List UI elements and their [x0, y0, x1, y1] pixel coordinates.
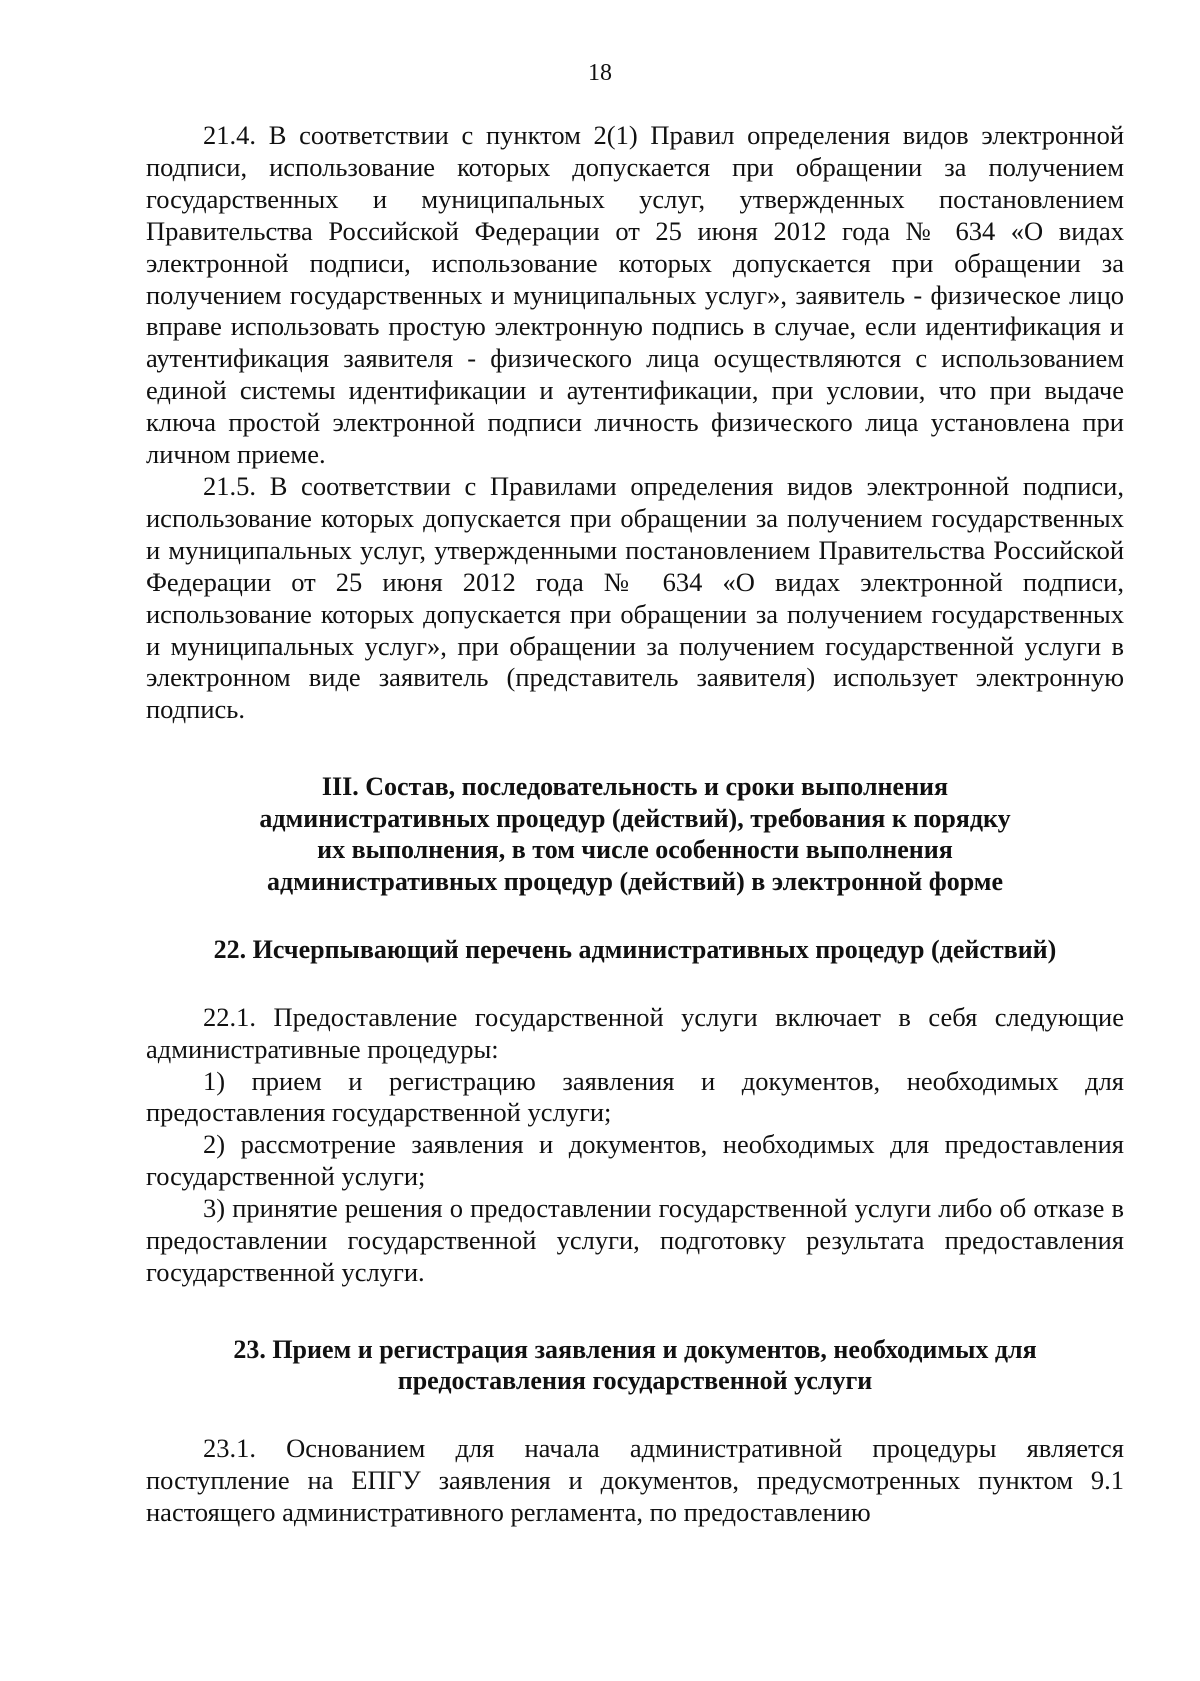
list-item-22-1: 1) прием и регистрацию заявления и документов, необходимых для предоставления государственной услуги; — [146, 1065, 1124, 1128]
section-heading-23 — [146, 1334, 1124, 1397]
list-item-22-2: 2) рассмотрение заявления и документов, необходимых для предоставления государственной услуги; — [146, 1129, 1124, 1192]
section-heading-23-line-1: 23. Прием и регистрация заявления и документов, необходимых для — [233, 1334, 1037, 1364]
paragraph-23-1: 23.1. Основанием для начала административной процедуры является поступление на ЕПГУ заявления и документов, предусмотренных пунктом 9.1 настоящего административного регламента, по предоставлению — [146, 1432, 1124, 1527]
section-heading-22: 22. Исчерпывающий перечень административных процедур (действий) — [213, 935, 1057, 965]
section-heading-iii-line-1: III. Состав, последовательность и сроки выполнения — [321, 772, 949, 802]
section-heading-iii — [146, 771, 1124, 897]
page-number: 18 — [588, 60, 612, 86]
paragraph-21-4: 21.4. В соответствии с пунктом 2(1) Правил определения видов электронной подписи, использование которых допускается при обращении за получением государственных и муниципальных услуг, утвержденных постановлением Правительства Российской Федерации от 25 июня 2012 года № 634 «О видах электронной подписи, использование которых допускается при обращении за получением государственных и муниципальных услуг», заявитель - физическое лицо вправе использовать простую электронную подпись в случае, если идентификация и аутентификация заявителя - физического лица осуществляются с использованием единой системы идентификации и аутентификации, при условии, что при выдаче ключа простой электронной подписи личность физического лица установлена при личном приеме. — [146, 120, 1124, 470]
section-heading-23-line-2: предоставления государственной услуги — [397, 1366, 873, 1396]
section-heading-iii-line-4: административных процедур (действий) в электронной форме — [266, 866, 1004, 896]
paragraph-22-1: 22.1. Предоставление государственной услуги включает в себя следующие административные процедуры: — [146, 1001, 1124, 1064]
page-content — [146, 120, 1124, 1529]
list-item-22-3: 3) принятие решения о предоставлении государственной услуги либо об отказе в предоставлении государственной услуги, подготовку результата предоставления государственной услуги. — [146, 1193, 1124, 1287]
section-heading-iii-line-3: их выполнения, в том числе особенности выполнения — [317, 835, 953, 865]
paragraph-21-5: 21.5. В соответствии с Правилами определения видов электронной подписи, использование которых допускается при обращении за получением государственных и муниципальных услуг, утвержденными постановлением Правительства Российской Федерации от 25 июня 2012 года № 634 «О видах электронной подписи, использование которых допускается при обращении за получением государственных и муниципальных услуг», при обращении за получением государственной услуги в электронном виде заявитель (представитель заявителя) использует электронную подпись. — [146, 470, 1124, 725]
section-heading-iii-line-2: административных процедур (действий), требования к порядку — [259, 803, 1011, 833]
